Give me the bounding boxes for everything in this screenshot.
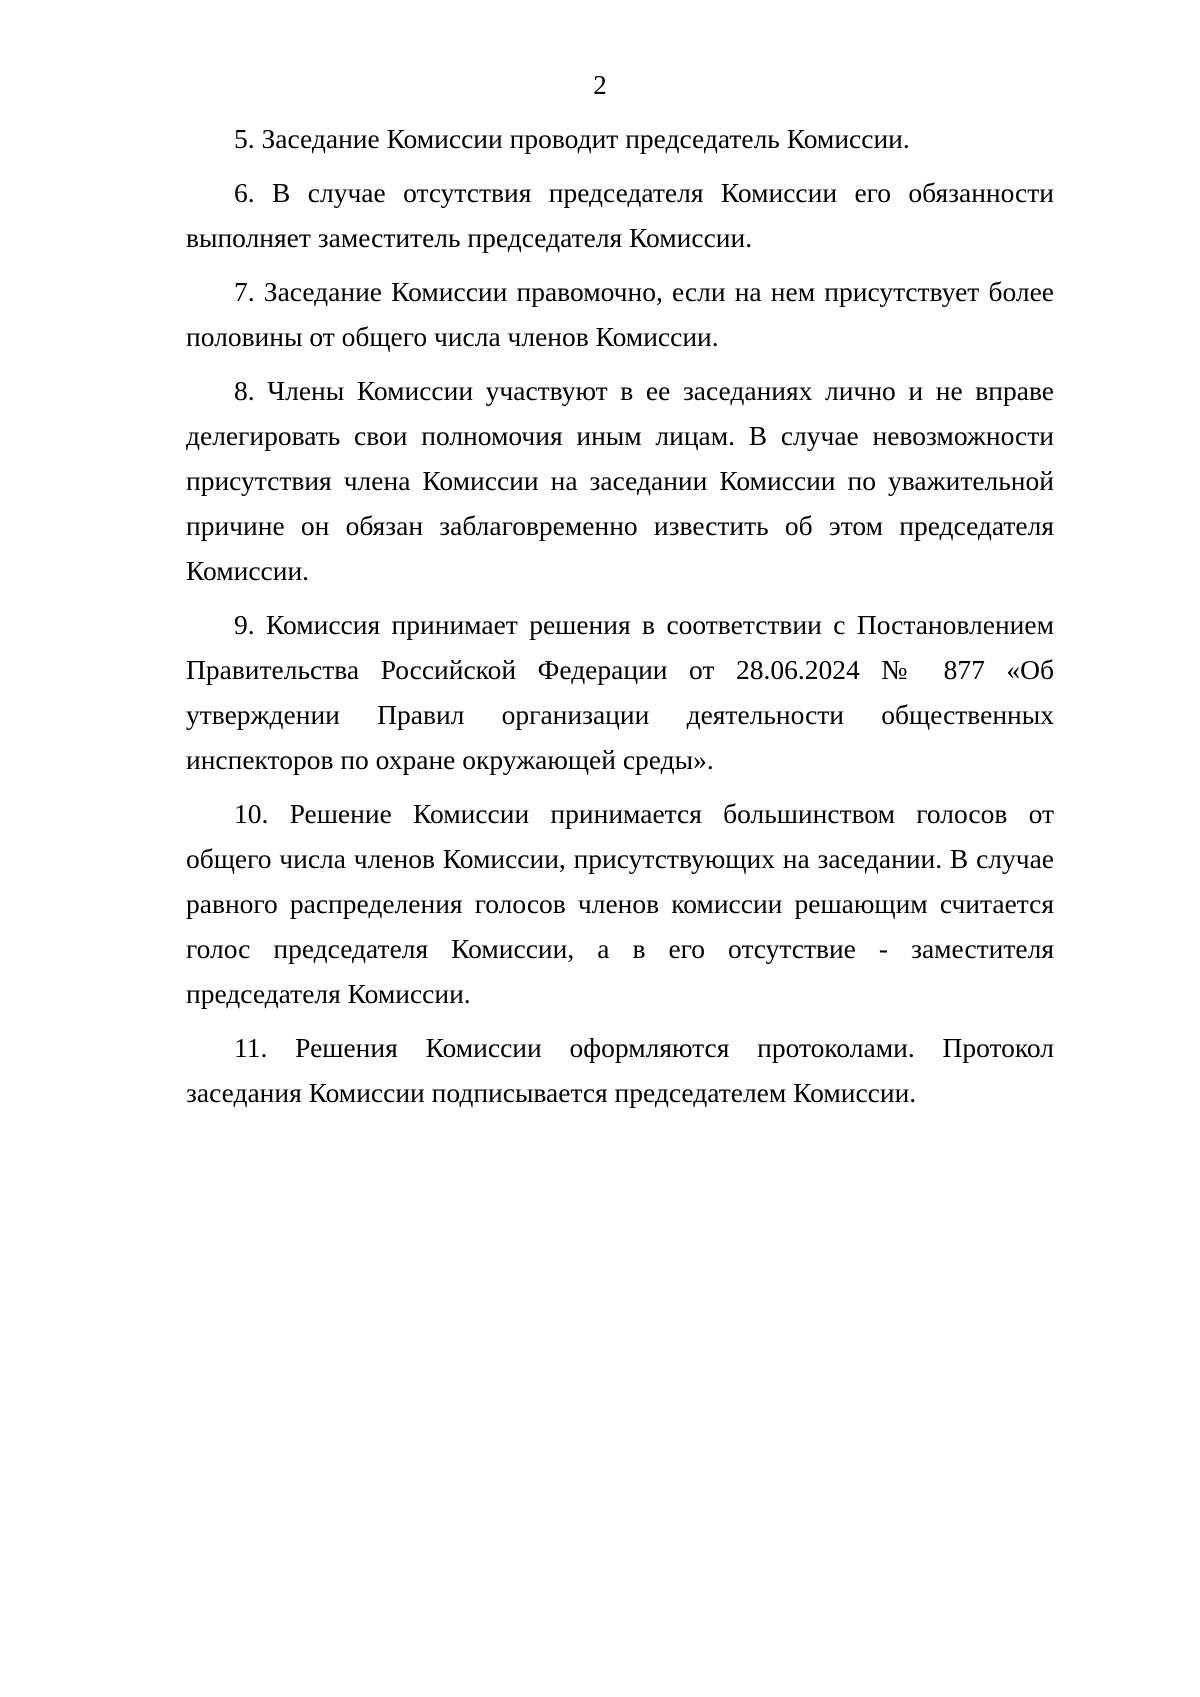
paragraph-7: 7. Заседание Комиссии правомочно, если на нем присутствует более половины от общего числа членов Комиссии.: [186, 276, 1054, 352]
page-number: 2: [593, 70, 607, 100]
paragraph-11: 11. Решения Комиссии оформляются протоколами. Протокол заседания Комиссии подписывается председателем Комиссии.: [186, 1032, 1054, 1108]
paragraph-8: 8. Члены Комиссии участвуют в ее заседаниях лично и не вправе делегировать свои полномочия иным лицам. В случае невозможности присутствия члена Комиссии на заседании Комиссии по уважительной причине он обязан заблаговременно известить об этом председателя Комиссии.: [186, 375, 1054, 586]
paragraph-6: 6. В случае отсутствия председателя Комиссии его обязанности выполняет заместитель председателя Комиссии.: [186, 177, 1054, 253]
paragraph-9: 9. Комиссия принимает решения в соответствии с Постановлением Правительства Российской Федерации от 28.06.2024 № 877 «Об утверждении Правил организации деятельности общественных инспекторов по охране окружающей среды».: [186, 609, 1054, 775]
document-body: [186, 116, 1054, 1124]
paragraph-5: 5. Заседание Комиссии проводит председатель Комиссии.: [234, 123, 910, 154]
paragraph-10: 10. Решение Комиссии принимается большинством голосов от общего числа членов Комиссии, присутствующих на заседании. В случае равного распределения голосов членов комиссии решающим считается голос председателя Комиссии, а в его отсутствие - заместителя председателя Комиссии.: [186, 798, 1054, 1009]
